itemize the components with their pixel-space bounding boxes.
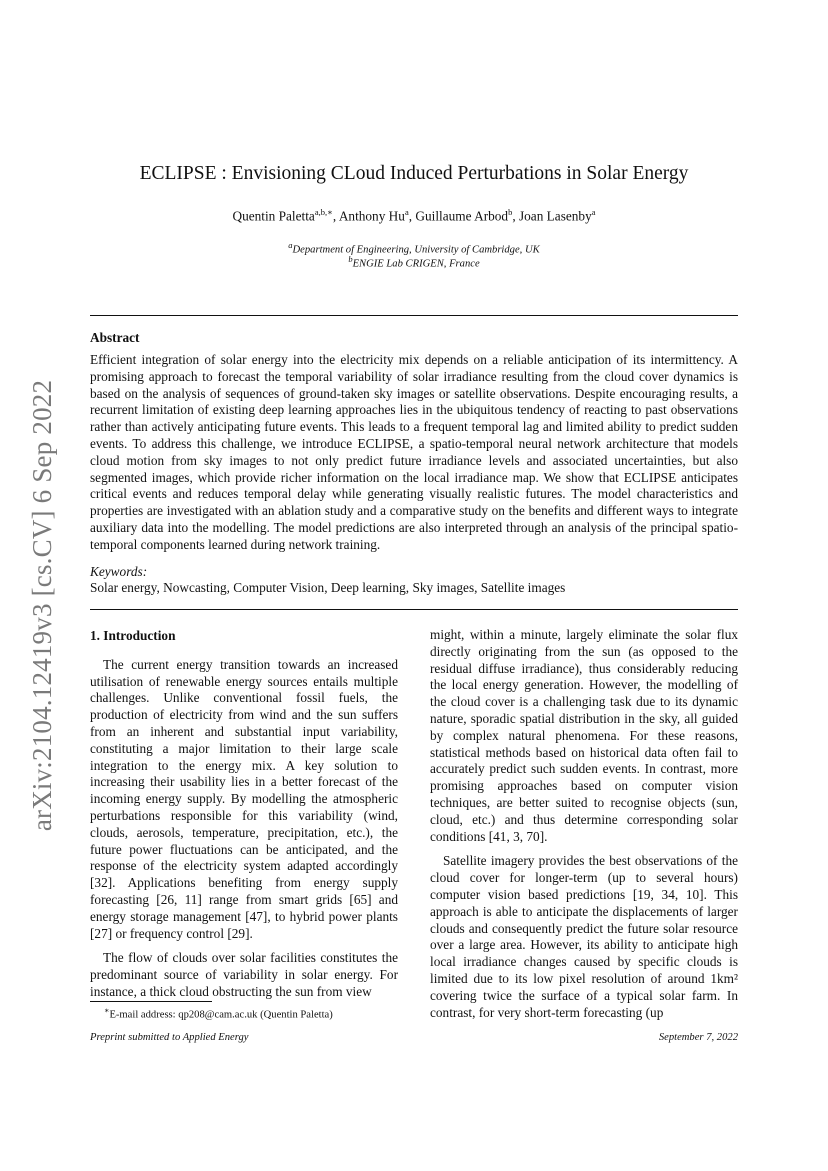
paragraph: The flow of clouds over solar facilities constitutes the predominant source of variability in solar energy. For instance, a thick cloud obstructing the sun from view xyxy=(90,950,398,999)
section-heading: 1. Introduction xyxy=(90,628,176,643)
author-affil-mark: a xyxy=(404,207,409,217)
footnote xyxy=(90,1006,333,1021)
keywords-heading: Keywords: xyxy=(90,564,148,579)
author-affil-mark: a,b,∗ xyxy=(314,207,333,217)
author-name: Quentin Paletta xyxy=(232,208,315,224)
footer-journal: Preprint submitted to Applied Energy xyxy=(90,1032,249,1043)
author-affil-mark: b xyxy=(508,207,513,217)
affiliation xyxy=(90,254,738,270)
author-name: Joan Lasenby xyxy=(518,208,592,224)
abstract-text: Efficient integration of solar energy into the electricity mix depends on a reliable anticipation of its intermittency. A promising approach to forecast the temporal variability of solar irradiance resulting from the cloud cover dynamics is based on the analysis of sequences of ground-taken sky images or satellite observations. Despite encouraging results, a recurrent limitation of existing deep learning approaches lies in the ubiquitous tendency of reacting to past observations rather than actively anticipating future events. This leads to a frequent temporal lag and limited ability to predict sudden events. To address this challenge, we introduce ECLIPSE, a spatio-temporal neural network architecture that models cloud motion from sky images to not only predict future irradiance levels and associated uncertainties, but also segmented images, which provide richer information on the local irradiance map. We show that ECLIPSE anticipates critical events and reduces temporal delay while generating visually realistic futures. The model characteristics and properties are investigated with an ablation study and a comparative study on the benefits and different ways to integrate auxiliary data into the modelling. The model predictions are also interpreted through an analysis of the principal spatio-temporal components learned during network training. xyxy=(90,352,738,552)
affiliation-mark: b xyxy=(348,254,353,264)
affiliation-text: ENGIE Lab CRIGEN, France xyxy=(352,258,480,270)
paragraph: might, within a minute, largely eliminate the solar flux directly originating from the sun (as opposed to the residual diffuse irradiance), thus considerably reducing the local energy generation. However, the modelling of the cloud cover is a challenging task due to its dynamic nature, sporadic spatial distribution in the sky, all guided by complex natural phenomena. For these reasons, statistical methods based on historical data often fail to accurately predict such sudden events. In contrast, more promising approaches based on computer vision techniques, are better suited to recognise objects (sun, cloud, etc.) and thus determine corresponding solar conditions [41, 3, 70]. xyxy=(430,627,738,844)
top-rule xyxy=(90,315,738,316)
author-name: Guillaume Arbod xyxy=(415,208,509,224)
footnote-rule xyxy=(90,1001,212,1002)
footnote-mark: ∗ xyxy=(104,1006,110,1015)
keywords-text: Solar energy, Nowcasting, Computer Vision, Deep learning, Sky images, Satellite images xyxy=(90,580,566,595)
keywords-rule xyxy=(90,609,738,610)
arxiv-stamp xyxy=(18,370,68,840)
author-name: Anthony Hu xyxy=(338,208,405,224)
footer-date: September 7, 2022 xyxy=(658,1032,738,1043)
author-affil-mark: a xyxy=(591,207,596,217)
affiliation-text: Department of Engineering, University of Cambridge, UK xyxy=(292,244,540,256)
arxiv-id: arXiv:2104.12419v3 [cs.CV] 6 Sep 2022 xyxy=(27,379,58,831)
author-list: Quentin Paletta$^{a,b,∗}$, Anthony Hu$^a$, Guillaume Arbod$^b$, Joan Lasenby$^a$ xyxy=(232,207,596,224)
footnote-text: E-mail address: qp208@cam.ac.uk (Quentin Paletta) xyxy=(109,1009,333,1021)
affiliation-mark: a xyxy=(288,240,293,250)
abstract-heading: Abstract xyxy=(90,330,140,345)
paper-title: ECLIPSE : Envisioning CLoud Induced Perturbations in Solar Energy xyxy=(139,163,689,184)
paragraph: The current energy transition towards an increased utilisation of renewable energy sources entails multiple challenges. Unlike conventional fossil fuels, the production of electricity from wind and the sun suffers from an inherent and substantial input variability, constituting a major limitation to their large scale integration to the energy mix. A key solution to increasing their usability lies in a better forecast of the incoming energy supply. By modelling the atmospheric perturbations responsible for this variability (wind, clouds, aerosols, temperature, precipitation, etc.), the future power fluctuations can be anticipated, and the response of the electricity system adapted accordingly [32]. Applications benefiting from energy supply forecasting [26, 11] range from smart grids [65] and energy storage management [47], to hybrid power plants [27] or frequency control [29]. xyxy=(90,656,398,941)
right-column xyxy=(430,627,738,1029)
paragraph: Satellite imagery provides the best observations of the cloud cover for longer-term (up to several hours) computer vision based predictions [19, 34, 10]. This approach is able to anticipate the displacements of larger clouds and consequently predict the future solar resource over a large area. However, its ability to anticipate high local irradiance changes caused by specific clouds is limited due to its low pixel resolution of around 1km² covering twice the surface of a typical solar farm. In contrast, for very short-term forecasting (up xyxy=(430,853,738,1020)
left-column xyxy=(90,628,398,1009)
